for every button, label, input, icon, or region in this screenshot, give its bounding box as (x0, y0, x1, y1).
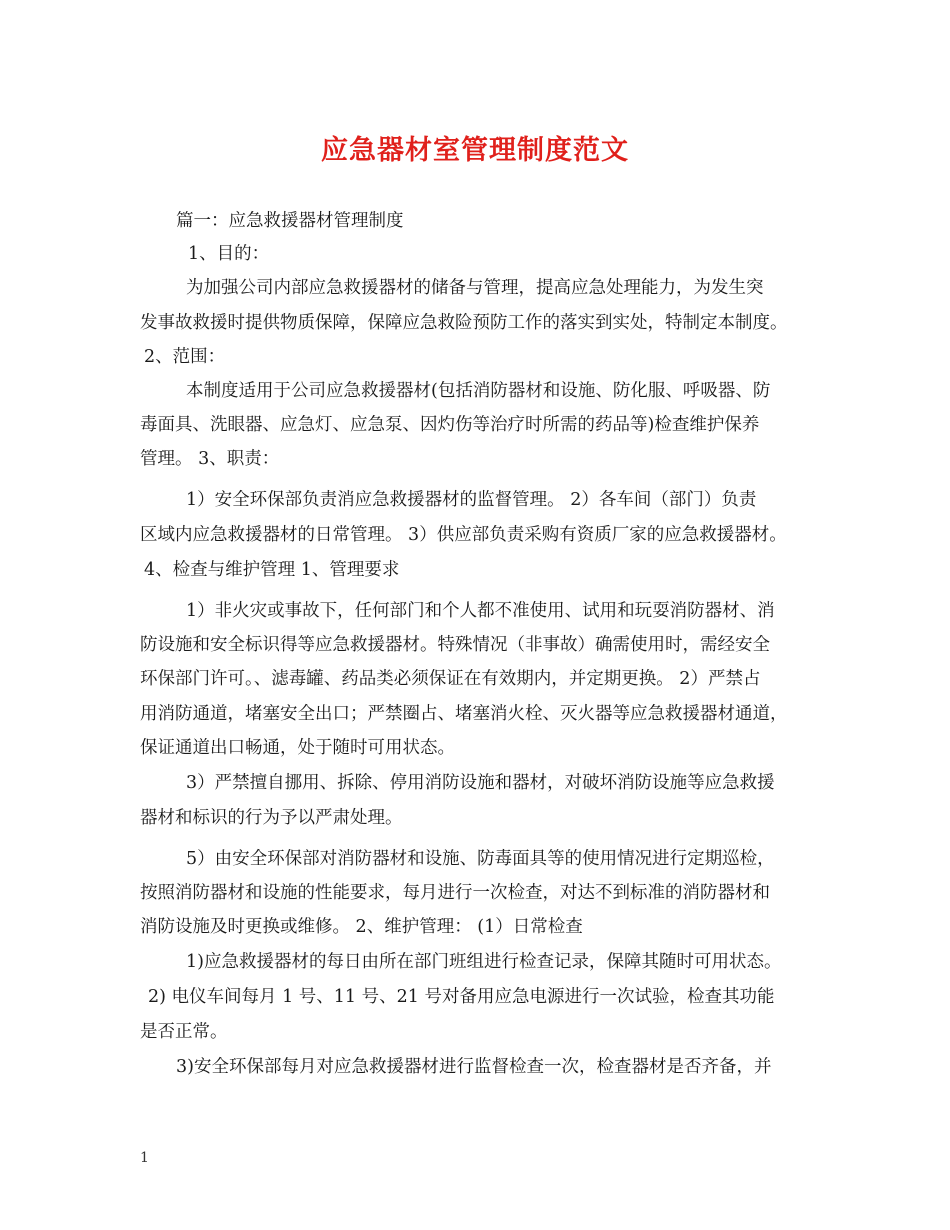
text-line: 本制度适用于公司应急救援器材(包括消防器材和设施、防化服、呼吸器、防 (186, 381, 771, 401)
document-title: 应急器材室管理制度范文 (321, 135, 629, 166)
text-line: 保证通道出口畅通，处于随时可用状态。 (140, 738, 455, 758)
text-line: 防设施和安全标识得等应急救援器材。特殊情况（非事故）确需使用时，需经安全 (140, 635, 770, 655)
text-line: 1）安全环保部负责消应急救援器材的监督管理。 2）各车间（部门）负责 (186, 490, 757, 510)
text-line: 区域内应急救援器材的日常管理。 3）供应部负责采购有资质厂家的应急救援器材。 (140, 525, 787, 545)
text-line: 按照消防器材和设施的性能要求，每月进行一次检查，对达不到标准的消防器材和 (140, 883, 770, 903)
text-line: 是否正常。 (140, 1022, 228, 1042)
text-line: 1）非火灾或事故下，任何部门和个人都不准使用、试用和玩耍消防器材、消 (186, 601, 775, 621)
text-line: 2) 电仪车间每月 1 号、11 号、21 号对备用应急电源进行一次试验，检查其功能 (148, 987, 775, 1007)
text-line: 1、目的： (188, 244, 270, 264)
text-line: 毒面具、洗眼器、应急灯、应急泵、因灼伤等治疗时所需的药品等)检查维护保养 (140, 415, 760, 435)
text-line: 用消防通道，堵塞安全出口；严禁圈占、堵塞消火栓、灭火器等应急救援器材通道， (140, 704, 788, 724)
text-line: 消防设施及时更换或维修。 2、维护管理： (1）日常检查 (140, 917, 583, 937)
text-line: 环保部门许可。、滤毒罐、药品类必须保证在有效期内，并定期更换。 2）严禁占 (140, 669, 761, 689)
text-line: 为加强公司内部应急救援器材的储备与管理，提高应急处理能力，为发生突 (186, 278, 764, 298)
text-line: 1)应急救援器材的每日由所在部门班组进行检查记录，保障其随时可用状态。 (186, 952, 782, 972)
text-line: 管理。 3、职责： (140, 449, 280, 469)
text-line: 3）严禁擅自挪用、拆除、停用消防设施和器材，对破坏消防设施等应急救援 (186, 773, 775, 793)
text-line: 发事故救援时提供物质保障，保障应急救险预防工作的落实到实处，特制定本制度。 (140, 313, 788, 333)
page-number: 1 (140, 1150, 149, 1166)
text-line: 5）由安全环保部对消防器材和设施、防毒面具等的使用情况进行定期巡检， (186, 849, 775, 869)
text-line: 2、范围： (144, 347, 226, 367)
text-line: 篇一：应急救援器材管理制度 (176, 211, 404, 231)
text-line: 4、检查与维护管理 1、管理要求 (144, 560, 400, 580)
text-line: 3)安全环保部每月对应急救援器材进行监督检查一次，检查器材是否齐备，并 (176, 1057, 772, 1077)
text-line: 器材和标识的行为予以严肃处理。 (140, 808, 403, 828)
